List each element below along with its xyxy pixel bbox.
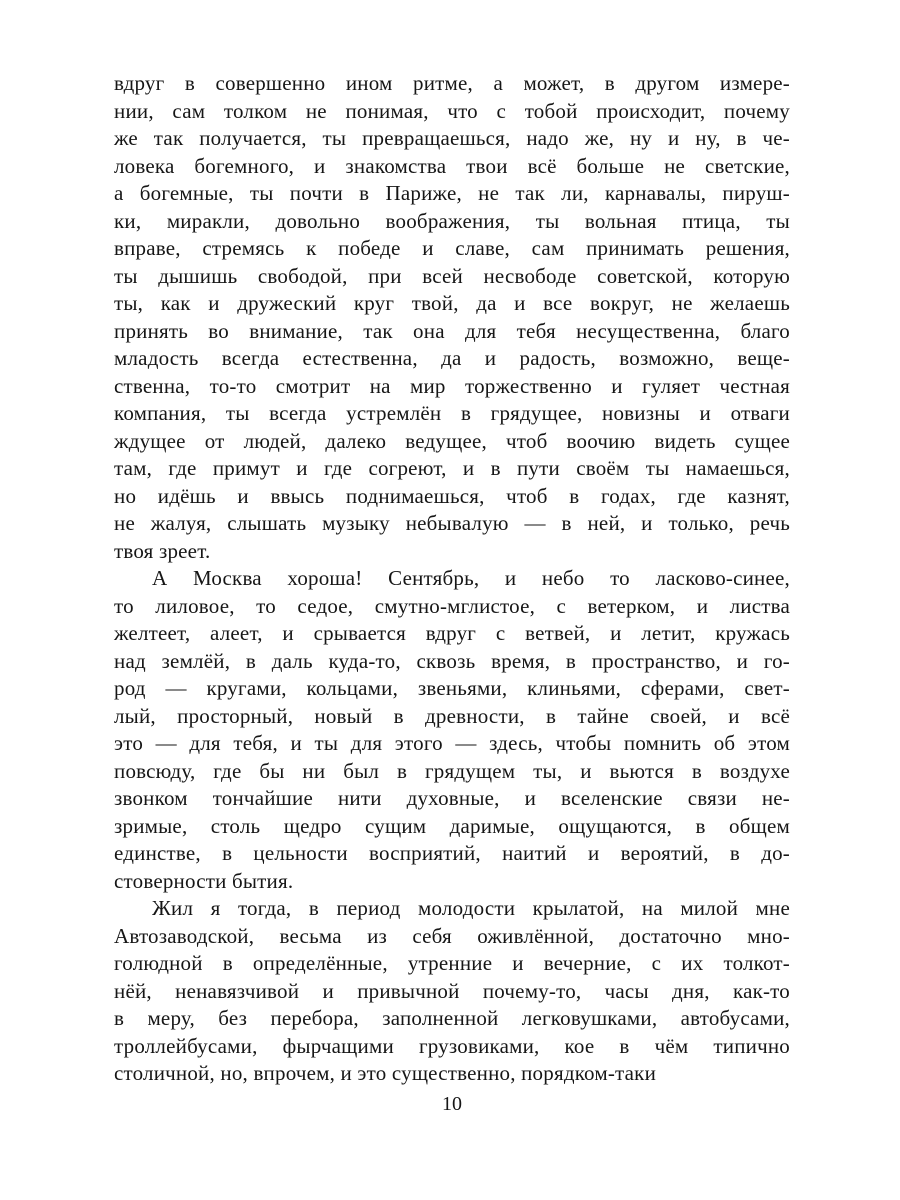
page-text [114, 70, 790, 1088]
text-line: не жалуя, слышать музыку небывалую — в ней, и только, речь [114, 511, 790, 535]
text-line: младость всегда естественна, да и радость, возможно, веще- [114, 346, 790, 370]
text-line: ты дышишь свободой, при всей несвободе советской, которую [114, 263, 790, 288]
text-line: голюдной в определённые, утренние и вечерние, с их толкот- [114, 951, 790, 975]
text-line: компания, ты всегда устремлён в грядущее, новизны и отваги [114, 401, 790, 425]
paragraph [114, 70, 790, 565]
text-line: ловека богемного, и знакомства твои всё больше не светские, [114, 153, 790, 178]
text-line: ки, миракли, довольно воображения, ты вольная птица, ты [114, 208, 790, 233]
text-line: это — для тебя, и ты для этого — здесь, чтобы помнить об этом [114, 731, 790, 755]
text-line: ты, как и дружеский круг твой, да и все вокруг, не желаешь [114, 291, 790, 315]
text-line: но идёшь и ввысь поднимаешься, чтоб в годах, где казнят, [114, 483, 790, 508]
text-line: то лиловое, то седое, смутно-мглистое, с ветерком, и листва [114, 593, 790, 618]
text-line: твоя зреет. [114, 538, 211, 563]
text-line: желтеет, алеет, и срывается вдруг с ветвей, и летит, кружась [114, 621, 790, 645]
text-line: Автозаводской, весьма из себя оживлённой, достаточно мно- [114, 923, 790, 948]
text-line: единстве, в цельности восприятий, наитий и вероятий, в до- [114, 841, 790, 865]
text-line: над землёй, в даль куда-то, сквозь время, в пространство, и го- [114, 648, 790, 673]
paragraph [114, 895, 790, 1088]
text-line: ждущее от людей, далеко ведущее, чтоб воочию видеть сущее [114, 428, 790, 453]
text-line: а богемные, ты почти в Париже, не так ли, карнавалы, пируш- [114, 181, 790, 205]
text-line: вдруг в совершенно ином ритме, а может, в другом измере- [114, 71, 790, 95]
text-line: звонком тончайшие нити духовные, и вселенские связи не- [114, 786, 790, 810]
text-line: в меру, без перебора, заполненной легковушками, автобусами, [114, 1006, 790, 1030]
text-line: там, где примут и где согреют, и в пути своём ты намаешься, [114, 456, 790, 480]
text-line: стоверности бытия. [114, 868, 294, 893]
text-line: троллейбусами, фырчащими грузовиками, кое в чём типично [114, 1033, 790, 1058]
page-number: 10 [442, 1093, 462, 1115]
text-line: нии, сам толком не понимая, что с тобой происходит, почему [114, 98, 790, 123]
text-line: столичной, но, впрочем, и это существенно, порядком-таки [114, 1061, 657, 1085]
text-line: ственна, то-то смотрит на мир торжественно и гуляет честная [114, 373, 790, 398]
paragraph [114, 565, 790, 895]
text-line: Жил я тогда, в период молодости крылатой, на милой мне [152, 896, 790, 920]
text-line: зримые, столь щедро сущим даримые, ощущаются, в общем [114, 813, 790, 838]
text-line: принять во внимание, так она для тебя несущественна, благо [114, 318, 790, 343]
text-line: А Москва хороша! Сентябрь, и небо то ласково-синее, [152, 566, 790, 590]
text-line: же так получается, ты превращаешься, надо же, ну и ну, в че- [114, 126, 790, 150]
text-line: род — кругами, кольцами, звеньями, клиньями, сферами, свет- [114, 676, 790, 700]
text-line: лый, просторный, новый в древности, в тайне своей, и всё [114, 703, 790, 728]
text-line: вправе, стремясь к победе и славе, сам принимать решения, [114, 236, 790, 260]
text-line: нёй, ненавязчивой и привычной почему-то, часы дня, как-то [114, 978, 790, 1003]
text-line: повсюду, где бы ни был в грядущем ты, и вьются в воздухе [114, 758, 790, 783]
